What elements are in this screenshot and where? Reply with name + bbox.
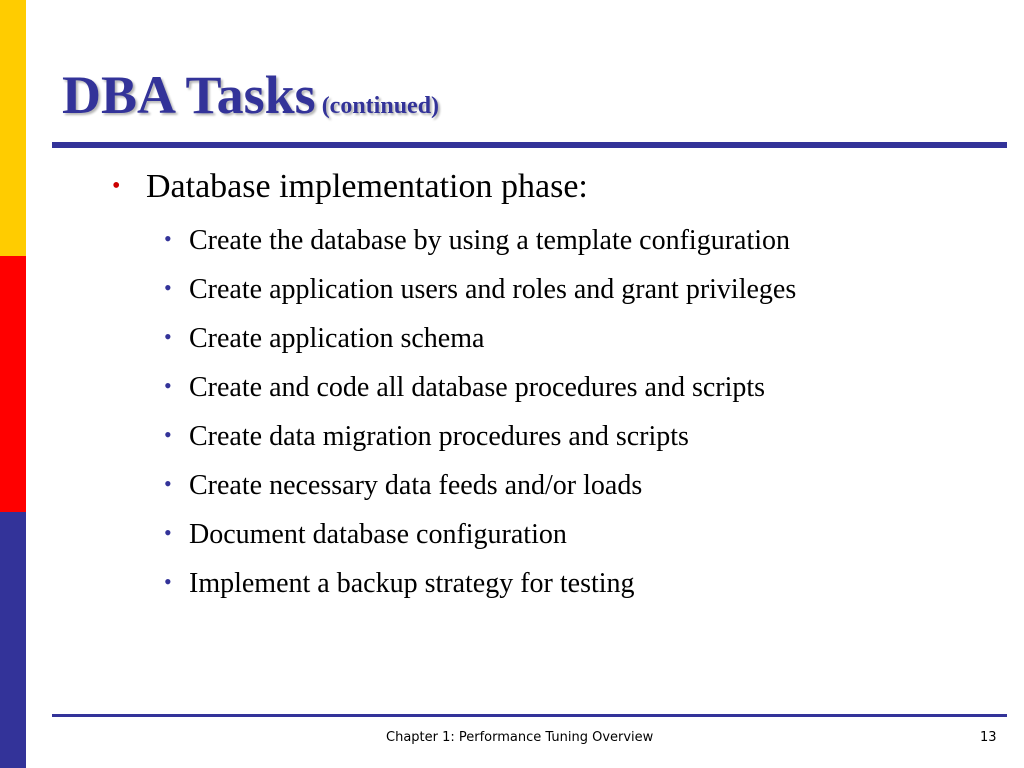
title-subtitle: (continued) [321,93,440,119]
side-bar-blue [0,512,26,768]
sub-bullet-text: Create necessary data feeds and/or loads [189,470,643,501]
sub-bullet-marker: • [164,422,172,447]
sub-bullet-text: Implement a backup strategy for testing [189,568,635,599]
sub-bullet-marker: • [164,373,172,398]
sub-bullet-text: Create application schema [189,323,485,354]
footer-divider [52,714,1007,717]
sub-bullet-text: Document database configuration [189,519,567,550]
sub-bullet [164,263,796,312]
main-bullet [112,164,588,209]
sub-bullet-marker: • [164,569,172,594]
sub-bullet-marker: • [164,520,172,545]
sub-bullet-marker: • [164,226,172,251]
sub-bullet [164,410,796,459]
sub-bullet [164,508,796,557]
sub-bullet [164,214,796,263]
sub-bullet-marker: • [164,324,172,349]
page-number: 13 [980,730,997,745]
sub-bullet-list [164,214,796,606]
main-bullet-marker: • [112,173,121,199]
sub-bullet-text: Create and code all database procedures and scripts [189,372,766,403]
title-main: DBA Tasks [62,65,316,125]
sub-bullet-text: Create data migration procedures and scripts [189,421,689,452]
sub-bullet-marker: • [164,275,172,300]
sub-bullet [164,361,796,410]
sub-bullet [164,557,796,606]
side-bar-yellow [0,0,26,256]
sub-bullet-marker: • [164,471,172,496]
slide-title [62,65,440,125]
sub-bullet-text: Create the database by using a template configuration [189,225,791,256]
title-divider [52,142,1007,148]
sub-bullet-text: Create application users and roles and grant privileges [189,274,797,305]
footer-chapter-text: Chapter 1: Performance Tuning Overview [386,730,654,745]
side-bar-red [0,256,26,512]
sub-bullet [164,459,796,508]
main-bullet-text: Database implementation phase: [146,168,588,205]
sub-bullet [164,312,796,361]
